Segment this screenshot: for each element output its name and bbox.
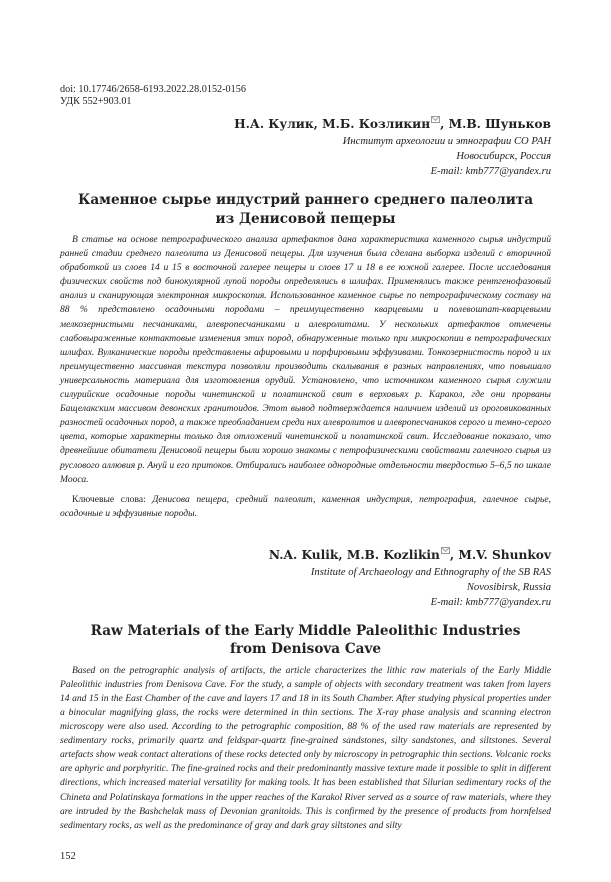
keywords-ru — [60, 493, 551, 521]
authors-en-text-2: , M.V. Shunkov — [449, 547, 551, 562]
abstract-en: Based on the petrographic analysis of artifacts, the article characterizes the lithic raw materials of the Early Middle Paleolithic industries from Denisova Cave. For the study, a sample of objects with secondary treatment was taken from layers 14 and 15 in the East Chamber of the cave and layers 17 and 18 in its South Chamber. After studying physical properties under a binocular magnifying glass, the rocks were determined in thin sections. The X-ray phase analysis and scanning electron microscopy were also used. According to the petrographic composition, 88 % of the used raw materials are represented by sedimentary rocks, primarily quartz and feldspar-quartz fine-grained sandstones, silty sandstones, and siltstones. Several artefacts show weak contact alterations of these rocks detected only by microscopy in petrographic thin sections. Volcanic rocks are aphyric and porphyritic. The fine-grained rocks and their predominantly massive texture made it possible to split in different directions, which increased material versatility for making tools. It has been established that Silurian sedimentary rocks of the Chineta and Polatinskaya formations in the upper reaches of the Karakol River served as a source of raw materials, where they are intruded by the Bashchelak mass of Devonian granitoids. This is confirmed by the presence of products from hornfelsed sedimentary rocks, as well as the predominance of gray and dark gray siltstones and silty — [60, 664, 551, 831]
institute: Institute of Archaeology and Ethnography of the SB RAS — [310, 566, 551, 578]
page-number: 152 — [60, 850, 76, 862]
udc: УДК 552+903.01 — [60, 96, 132, 107]
title-line: from Denisova Cave — [229, 641, 381, 658]
abstract-ru: В статье на основе петрографического анализа артефактов дана характеристика каменного сырья индустрий ранней стадии среднего палеолита из Денисовой пещеры. Для изучения была сделана выборка изделий с вторичной обработкой из слоев 14 и 15 в восточной галерее пещеры и слоев 17 и 18 в ее южной галерее. После исследования физических свойств под бинокулярной лупой породы определялись в шлифах. Применялись также рентгенофазовый анализ и сканирующая электронная микроскопия. Использованное каменное сырье по петрографическому составу на 88 % представлено осадочными породами – преимущественно кварцевыми и полевошпат-кварцевыми мелкозернистыми песчаниками, алевропесчаниками и алевролитами. У нескольких артефактов отмечены слабовыраженные контактовые изменения этих пород, обнаруженные только при микроскопии в петрографических шлифах. Вулканические породы представлены афировыми и порфировыми эффузивами. Тонкозернистость пород и их преимущественно массивная текстура позволяли производить скалывания в разных направлениях, что повышало универсальность материала для изготовления орудий. Установлено, что источником каменного сырья служили силурийские осадочные породы чинетинской и полатинской свит в верховьях р. Каракол, где они прорваны Бащелакским массивом девонских гранитоидов. Этот вывод подтверждается наличием изделий из ороговикованных разностей осадочных пород, а также преобладанием среди них алевролитов и алевропесчаников серого и темно-серого цвета, которые характерны только для отложений чинетинской и полатинской свит. Исследование показало, что древнейшие обитатели Денисовой пещеры были хорошо знакомы с петрофизическими свойствами галечного сырья из руслового аллювия р. Ануй и его притоков. Отбирались наиболее однородные отдельности твердостью 5–6,5 по шкале Мооса. — [60, 234, 551, 485]
authors-en — [60, 547, 551, 563]
affiliation-ru — [60, 134, 551, 179]
title-line: из Денисовой пещеры — [215, 210, 396, 227]
english-section — [60, 547, 551, 833]
city: Novosibirsk, Russia — [466, 581, 551, 593]
title-line: Каменное сырье индустрий раннего среднего палеолита — [77, 192, 534, 208]
city: Новосибирск, Россия — [456, 151, 551, 162]
affiliation-en — [60, 565, 551, 610]
authors-ru-text: Н.А. Кулик, М.Б. Козликин — [234, 117, 431, 131]
institute: Институт археологии и этнографии СО РАН — [342, 136, 551, 147]
email[interactable]: E-mail: kmb777@yandex.ru — [430, 596, 551, 608]
article-meta — [60, 84, 551, 108]
title-line: Raw Materials of the Early Middle Paleolithic Industries — [90, 622, 521, 639]
title-en — [60, 622, 551, 659]
envelope-icon — [431, 116, 440, 123]
authors-en-text: N.A. Kulik, M.B. Kozlikin — [268, 547, 440, 562]
title-ru — [60, 191, 551, 228]
authors-ru-text-2: , М.В. Шуньков — [440, 117, 551, 131]
envelope-icon — [441, 547, 450, 554]
doi: doi: 10.17746/2658-6193.2022.28.0152-0156 — [60, 84, 246, 95]
keywords: Денисова пещера, средний палеолит, каменная индустрия, петрография, галечное сырье, осадочные и эффузивные породы. — [60, 493, 551, 519]
authors-ru — [60, 116, 551, 132]
keywords-label: Ключевые слова: — [72, 493, 153, 505]
email[interactable]: E-mail: kmb777@yandex.ru — [430, 166, 551, 177]
